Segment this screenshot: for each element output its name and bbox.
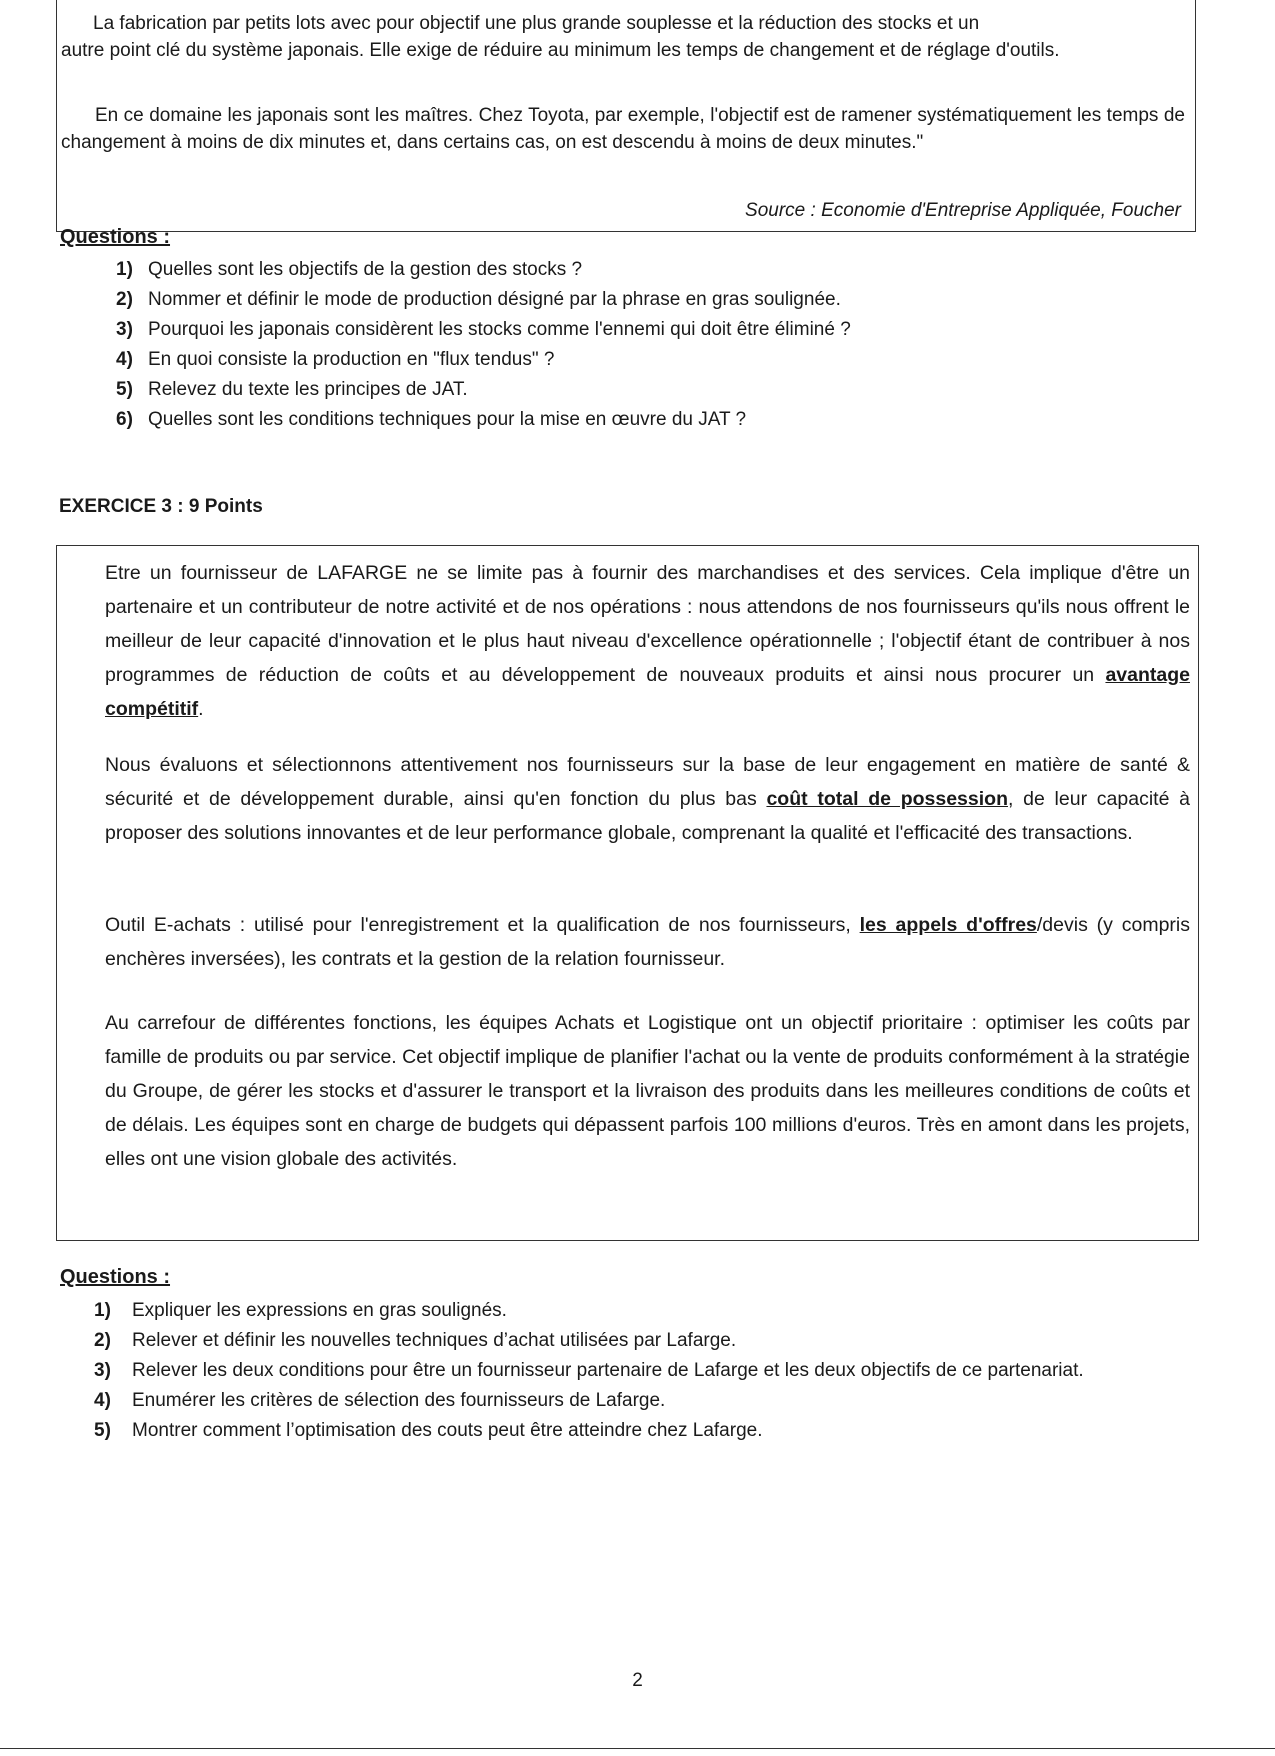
question-text: Montrer comment l’optimisation des couts peut être atteindre chez Lafarge. (132, 1420, 763, 1441)
question-item (94, 1386, 1194, 1416)
question-number: 2) (94, 1330, 111, 1351)
text-box-jit (56, 0, 1196, 232)
question-item (94, 1416, 1194, 1446)
question-item (116, 285, 1196, 315)
question-item (94, 1326, 1194, 1356)
bold-underlined-term: les appels d'offres (859, 914, 1037, 936)
paragraph: Au carrefour de différentes fonctions, les équipes Achats et Logistique ont un objectif prioritaire : optimiser les coûts par famille de produits ou par service. Cet objectif implique de planifier l'achat ou la vente de produits conformément à la stratégie du Groupe, de gérer les stocks et d'assurer le transport et la livraison des produits dans les meilleures conditions de coûts et de délais. Les équipes sont en charge de budgets qui dépassent parfois 100 millions d'euros. Très en amont dans les projets, elles ont une vision globale des activités. (105, 1012, 1190, 1170)
question-text: Quelles sont les conditions techniques pour la mise en œuvre du JAT ? (148, 409, 747, 430)
question-text: Relever les deux conditions pour être un fournisseur partenaire de Lafarge et les deux objectifs de ce partenariat. (132, 1360, 1084, 1381)
question-text: Nommer et définir le mode de production désigné par la phrase en gras soulignée. (148, 289, 841, 310)
question-item (116, 255, 1196, 285)
paragraph: Outil E-achats : utilisé pour l'enregistrement et la qualification de nos fournisseurs, les appels d'offres/devis (y compris enchères inversées), les contrats et la gestion de la relation fournisseur. (105, 914, 1190, 970)
source-citation: Source : Economie d'Entreprise Appliquée, Foucher (745, 200, 1181, 221)
bold-underlined-term: coût total de possession (766, 788, 1008, 810)
question-item (116, 375, 1196, 405)
question-item (94, 1356, 1194, 1386)
question-number: 6) (116, 409, 133, 430)
question-text: Pourquoi les japonais considèrent les stocks comme l'ennemi qui doit être éliminé ? (148, 319, 851, 340)
paragraph: autre point clé du système japonais. Elle exige de réduire au minimum les temps de changement et de réglage d'outils. (61, 40, 1060, 61)
footer-divider (0, 1748, 1275, 1749)
questions-list (116, 255, 1196, 435)
question-item (116, 405, 1196, 435)
question-number: 1) (94, 1300, 111, 1321)
question-item (116, 315, 1196, 345)
bold-underlined-term: avantage compétitif (105, 664, 1190, 720)
paragraph: Etre un fournisseur de LAFARGE ne se limite pas à fournir des marchandises et des services. Cela implique d'être un partenaire et un contributeur de notre activité et de nos opérations : nous attendons de nos fournisseurs qu'ils nous offrent le meilleur de leur capacité d'innovation et le plus haut niveau d'excellence opérationnelle ; l'objectif étant de contribuer à nos programmes de réduction de coûts et au développement de nouveaux produits et ainsi nous procurer un avantage compétitif. (105, 562, 1190, 720)
question-number: 3) (116, 319, 133, 340)
text-box-lafarge (56, 545, 1199, 1241)
paragraph: Nous évaluons et sélectionnons attentivement nos fournisseurs sur la base de leur engagement en matière de santé & sécurité et de développement durable, ainsi qu'en fonction du plus bas coût total de possession, de leur capacité à proposer des solutions innovantes et de leur performance globale, comprenant la qualité et l'efficacité des transactions. (105, 754, 1190, 844)
questions-heading: Questions : (60, 1266, 171, 1288)
question-item (94, 1296, 1194, 1326)
paragraph: La fabrication par petits lots avec pour objectif une plus grande souplesse et la réduction des stocks et un (93, 13, 980, 34)
question-number: 5) (94, 1420, 111, 1441)
exercise-title: EXERCICE 3 : 9 Points (59, 496, 263, 517)
question-text: En quoi consiste la production en "flux tendus" ? (148, 349, 555, 370)
question-number: 1) (116, 259, 133, 280)
questions-heading: Questions : (60, 226, 171, 248)
question-number: 4) (94, 1390, 111, 1411)
question-text: Enumérer les critères de sélection des fournisseurs de Lafarge. (132, 1390, 666, 1411)
question-text: Relever et définir les nouvelles techniques d’achat utilisées par Lafarge. (132, 1330, 737, 1351)
question-text: Relevez du texte les principes de JAT. (148, 379, 468, 400)
question-text: Expliquer les expressions en gras soulignés. (132, 1300, 507, 1321)
questions-list (94, 1296, 1194, 1446)
question-number: 3) (94, 1360, 111, 1381)
paragraph: En ce domaine les japonais sont les maîtres. Chez Toyota, par exemple, l'objectif est de ramener systématiquement les temps de changement à moins de dix minutes et, dans certains cas, on est descendu à moins de deux minutes." (61, 105, 1185, 153)
question-text: Quelles sont les objectifs de la gestion des stocks ? (148, 259, 583, 280)
question-number: 5) (116, 379, 133, 400)
question-item (116, 345, 1196, 375)
question-number: 4) (116, 349, 133, 370)
question-number: 2) (116, 289, 133, 310)
page-number: 2 (632, 1670, 643, 1691)
